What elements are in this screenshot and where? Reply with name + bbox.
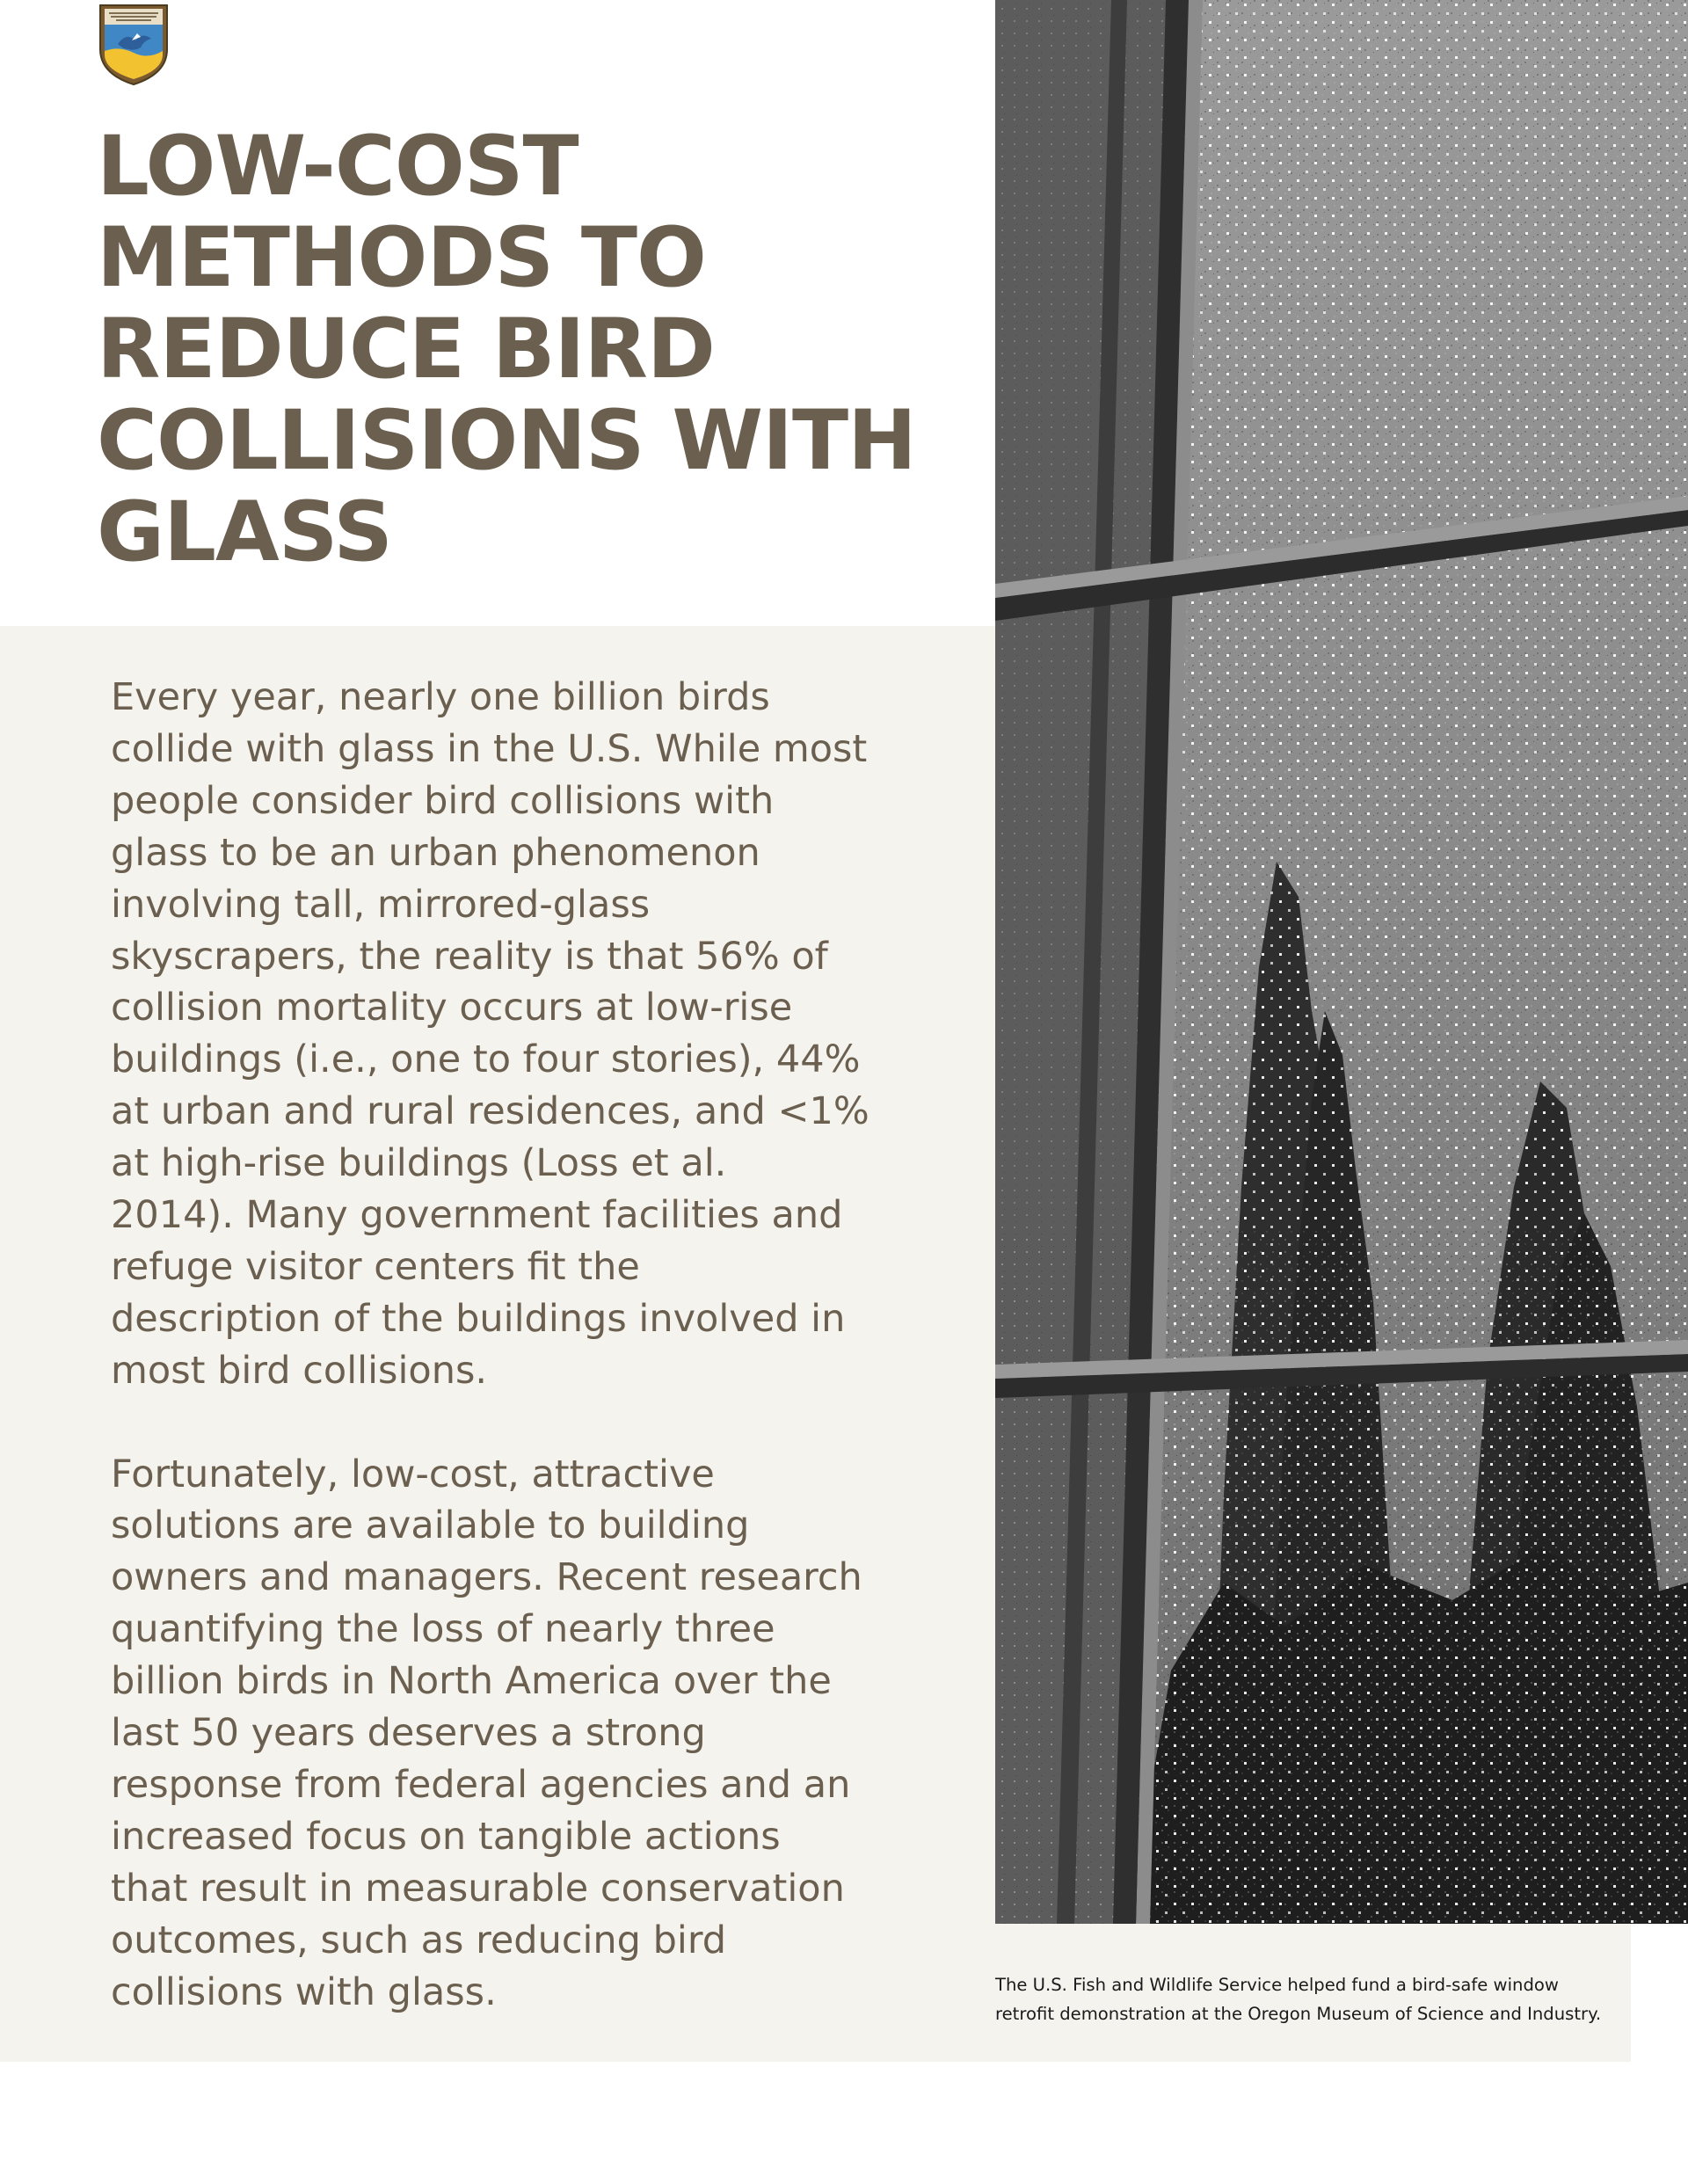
text-line: at urban and rural residences, and <1% <box>111 1089 869 1134</box>
window-photo <box>995 0 1688 1924</box>
paragraph-gap <box>111 1397 884 1449</box>
body-text <box>111 672 884 2019</box>
title-line: METHODS TO <box>97 210 706 306</box>
text-line: involving tall, mirrored-glass <box>111 882 651 927</box>
title-line: GLASS <box>97 484 392 580</box>
text-line: buildings (i.e., one to four stories), 44% <box>111 1037 861 1082</box>
text-line: billion birds in North America over the <box>111 1659 832 1704</box>
text-line: people consider bird collisions with <box>111 778 775 823</box>
text-line: response from federal agencies and an <box>111 1763 851 1808</box>
text-line: glass to be an urban phenomenon <box>111 830 760 875</box>
text-line: increased focus on tangible actions <box>111 1814 781 1859</box>
text-line: that result in measurable conservation <box>111 1866 845 1911</box>
title-line: LOW-COST <box>97 119 578 215</box>
text-line: description of the buildings involved in <box>111 1296 846 1341</box>
photo-caption <box>995 1970 1628 2028</box>
text-line: refuge visitor centers fit the <box>111 1244 640 1289</box>
page-title <box>97 121 976 579</box>
text-line: at high-rise buildings (Loss et al. <box>111 1141 727 1186</box>
text-line: owners and managers. Recent research <box>111 1555 862 1600</box>
paragraph-2 <box>111 1449 884 2019</box>
title-line: REDUCE BIRD <box>97 302 715 397</box>
agency-seal-logo <box>97 0 171 86</box>
text-line: Every year, nearly one billion birds <box>111 675 770 719</box>
text-line: 2014). Many government facilities and <box>111 1193 843 1238</box>
text-line: Fortunately, low-cost, attractive <box>111 1452 715 1496</box>
text-line: outcomes, such as reducing bird <box>111 1918 727 1962</box>
text-line: last 50 years deserves a strong <box>111 1711 706 1756</box>
text-line: most bird collisions. <box>111 1348 488 1393</box>
paragraph-1 <box>111 672 884 1397</box>
caption-line: The U.S. Fish and Wildlife Service helped fund a bird-safe window <box>995 1975 1559 1995</box>
text-line: quantifying the loss of nearly three <box>111 1607 775 1652</box>
title-line: COLLISIONS WITH <box>97 393 916 489</box>
text-line: collision mortality occurs at low-rise <box>111 986 793 1030</box>
text-line: skyscrapers, the reality is that 56% of <box>111 934 828 979</box>
text-line: collisions with glass. <box>111 1969 497 2014</box>
text-line: solutions are available to building <box>111 1503 750 1548</box>
text-line: collide with glass in the U.S. While most <box>111 726 868 771</box>
caption-line: retrofit demonstration at the Oregon Museum of Science and Industry. <box>995 2004 1602 2024</box>
